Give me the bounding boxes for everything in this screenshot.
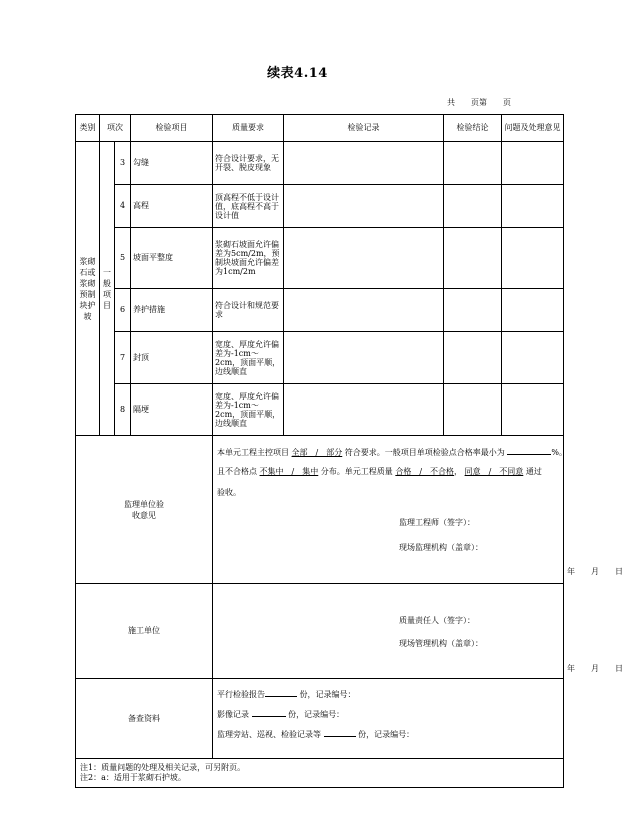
notes-row xyxy=(76,759,564,788)
item-number: 5 xyxy=(115,228,131,289)
backup-line-2: 影像记录 份，记录编号： xyxy=(217,710,345,719)
header-category: 类别 xyxy=(76,115,100,142)
form-title: 续表4.14 xyxy=(267,66,328,81)
table-row xyxy=(76,142,564,185)
note-1: 注1：质量问题的处理及相关记录，可另附页。 xyxy=(80,763,246,772)
item-number: 7 xyxy=(115,332,131,384)
quality-requirement: 浆砌石坡面允许偏差为5cm/2m，预制块坡面允许偏差为1cm/2m xyxy=(213,228,284,289)
supervision-section xyxy=(76,436,564,584)
check-item: 隔埂 xyxy=(131,384,213,436)
supervision-line-1: 本单元工程主控项目 全部 / 部分 符合要求。一般项目单项检验点合格率最小为 %。 xyxy=(217,448,567,457)
supervision-line-3: 验收。 xyxy=(217,488,241,497)
table-row xyxy=(76,384,564,436)
header-handling: 问题及处理意见 xyxy=(502,115,564,142)
construction-label: 施工单位 xyxy=(76,584,213,679)
check-item: 养护措施 xyxy=(131,289,213,332)
image-record-count[interactable] xyxy=(252,708,286,717)
header-quality-requirement: 质量要求 xyxy=(213,115,284,142)
check-item: 勾缝 xyxy=(131,142,213,185)
header-check-item: 检验项目 xyxy=(131,115,213,142)
conclusion-cell[interactable] xyxy=(444,384,502,436)
conclusion-cell[interactable] xyxy=(444,289,502,332)
quality-option[interactable]: 合格 / 不合格 xyxy=(395,467,455,476)
handling-cell[interactable] xyxy=(502,332,564,384)
construction-person-sign[interactable]: 质量责任人（签字）： xyxy=(399,616,475,625)
handling-cell[interactable] xyxy=(502,142,564,185)
check-record-cell[interactable] xyxy=(284,384,444,436)
backup-content xyxy=(213,679,564,759)
handling-cell[interactable] xyxy=(502,384,564,436)
construction-date[interactable]: 年 月 日 xyxy=(567,664,623,673)
header-item-no: 项次 xyxy=(100,115,131,142)
parallel-report-count[interactable] xyxy=(265,688,297,697)
notes xyxy=(76,759,564,788)
construction-org-seal[interactable]: 现场管理机构（盖章）： xyxy=(399,639,483,648)
construction-content xyxy=(213,584,623,679)
handling-cell[interactable] xyxy=(502,185,564,228)
conclusion-cell[interactable] xyxy=(444,228,502,289)
item-number: 6 xyxy=(115,289,131,332)
note-2: 注2：a：适用于浆砌石护坡。 xyxy=(80,773,186,782)
supervision-record-count[interactable] xyxy=(324,728,356,737)
header-check-record: 检验记录 xyxy=(284,115,444,142)
page-info: 共 页第 页 xyxy=(447,98,511,107)
backup-label: 备查资料 xyxy=(76,679,213,759)
check-record-cell[interactable] xyxy=(284,142,444,185)
handling-cell[interactable] xyxy=(502,228,564,289)
check-record-cell[interactable] xyxy=(284,289,444,332)
inspection-table xyxy=(75,114,623,788)
quality-requirement: 宽度、厚度允许偏差为-1cm～2cm，顶面平顺，边线顺直 xyxy=(213,332,284,384)
handling-cell[interactable] xyxy=(502,289,564,332)
backup-section xyxy=(76,679,564,759)
distribution-option[interactable]: 不集中 / 集中 xyxy=(259,467,319,476)
backup-line-3: 监理旁站、巡视、检验记录等 份，记录编号： xyxy=(217,730,415,739)
check-record-cell[interactable] xyxy=(284,332,444,384)
table-row xyxy=(76,289,564,332)
check-record-cell[interactable] xyxy=(284,185,444,228)
approval-option[interactable]: 同意 / 不同意 xyxy=(464,467,524,476)
check-item: 坡面平整度 xyxy=(131,228,213,289)
supervision-content xyxy=(213,436,623,584)
quality-requirement: 符合设计和规范要求 xyxy=(213,289,284,332)
table-row xyxy=(76,228,564,289)
check-item: 封顶 xyxy=(131,332,213,384)
conclusion-cell[interactable] xyxy=(444,185,502,228)
header-row xyxy=(76,115,564,142)
item-number: 4 xyxy=(115,185,131,228)
supervision-engineer-sign[interactable]: 监理工程师（签字）： xyxy=(399,518,475,527)
check-item: 高程 xyxy=(131,185,213,228)
scope-option[interactable]: 全部 / 部分 xyxy=(291,448,343,457)
quality-requirement: 符合设计要求，无开裂、脱皮现象 xyxy=(213,142,284,185)
quality-requirement: 顶高程不低于设计值，底高程不高于设计值 xyxy=(213,185,284,228)
supervision-date[interactable]: 年 月 日 xyxy=(567,567,623,576)
supervision-org-seal[interactable]: 现场监理机构（盖章）： xyxy=(399,543,483,552)
category-label: 浆砌石或浆砌预制块护坡 xyxy=(76,142,100,436)
table-row xyxy=(76,185,564,228)
header-conclusion: 检验结论 xyxy=(444,115,502,142)
item-number: 8 xyxy=(115,384,131,436)
backup-line-1: 平行检验报告 份，记录编号： xyxy=(217,690,356,699)
group-label: 一般项目 xyxy=(100,142,115,436)
check-record-cell[interactable] xyxy=(284,228,444,289)
conclusion-cell[interactable] xyxy=(444,332,502,384)
supervision-label: 监理单位验收意见 xyxy=(76,436,213,584)
table-row xyxy=(76,332,564,384)
quality-requirement: 宽度、厚度允许偏差为-1cm～2cm，顶面平顺，边线顺直 xyxy=(213,384,284,436)
item-number: 3 xyxy=(115,142,131,185)
construction-section xyxy=(76,584,564,679)
supervision-line-2: 且不合格点 不集中 / 集中 分布。单元工程质量 合格 / 不合格， 同意 / 不同意 通过 xyxy=(217,467,542,476)
pass-rate-blank[interactable] xyxy=(507,446,551,455)
conclusion-cell[interactable] xyxy=(444,142,502,185)
